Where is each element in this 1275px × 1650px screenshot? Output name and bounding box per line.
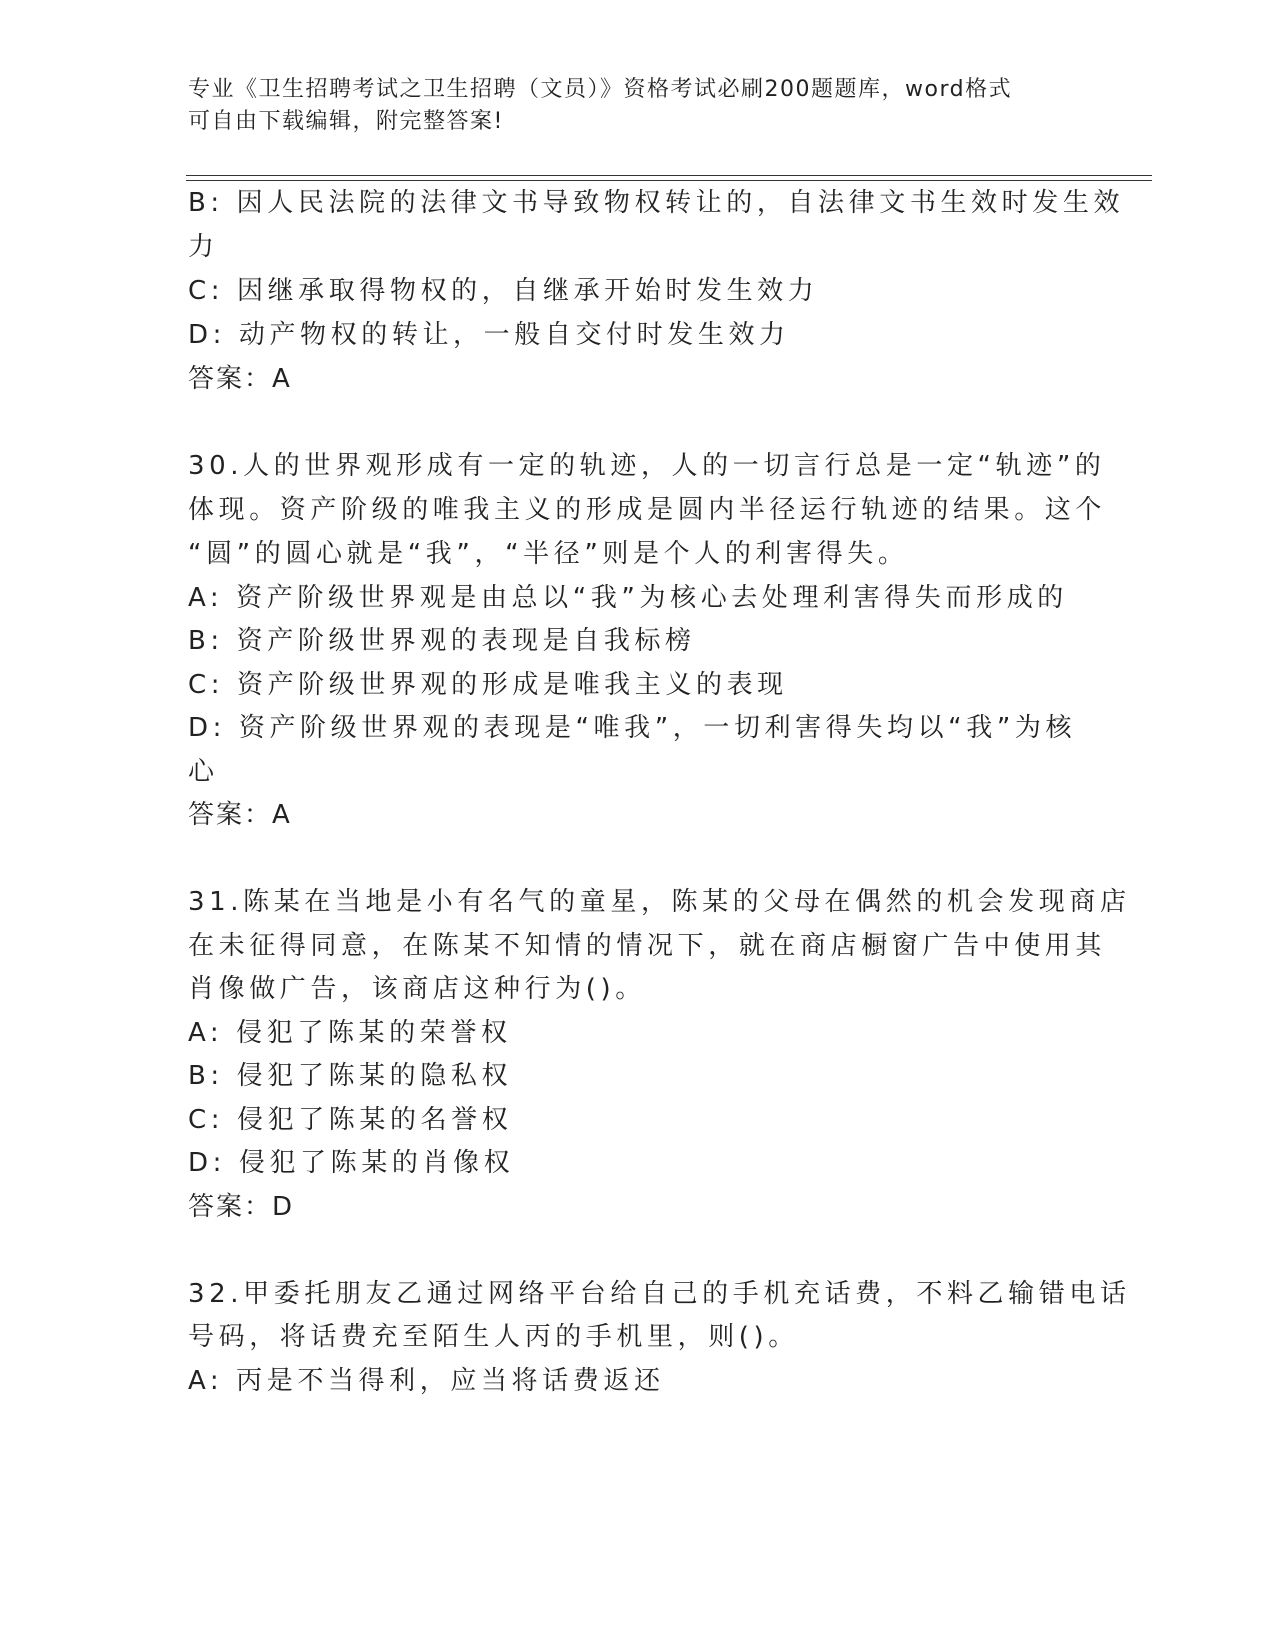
q30-stem-line-3: “圆”的圆心就是“我”，“半径”则是个人的利害得失。 bbox=[188, 539, 909, 569]
q31-option-d: D: 侵犯了陈某的肖像权 bbox=[188, 1148, 515, 1178]
header-title-line-1: 专业《卫生招聘考试之卫生招聘（文员）》资格考试必刷200题题库，word格式 bbox=[188, 77, 1013, 102]
q30-option-a: A: 资产阶级世界观是由总以“我”为核心去处理利害得失而形成的 bbox=[188, 583, 1068, 613]
q30-option-d-line-1: D: 资产阶级世界观的表现是“唯我”，一切利害得失均以“我”为核 bbox=[188, 713, 1077, 743]
q30-option-c: C: 资产阶级世界观的形成是唯我主义的表现 bbox=[188, 670, 788, 700]
q31-answer: 答案：D bbox=[188, 1192, 295, 1222]
q32-stem-line-1: 32.甲委托朋友乙通过网络平台给自己的手机充话费，不料乙输错电话 bbox=[188, 1279, 1131, 1309]
q30-stem-line-2: 体现。资产阶级的唯我主义的形成是圆内半径运行轨迹的结果。这个 bbox=[188, 495, 1107, 525]
q29-option-d: D: 动产物权的转让，一般自交付时发生效力 bbox=[188, 320, 790, 350]
q32-option-a: A: 丙是不当得利，应当将话费返还 bbox=[188, 1366, 665, 1396]
q32-stem-line-2: 号码，将话费充至陌生人丙的手机里，则()。 bbox=[188, 1322, 799, 1352]
q31-option-b: B: 侵犯了陈某的隐私权 bbox=[188, 1061, 513, 1091]
header-divider-top bbox=[186, 175, 1152, 176]
q29-option-b-line-1: B: 因人民法院的法律文书导致物权转让的，自法律文书生效时发生效 bbox=[188, 188, 1125, 218]
q31-stem-line-3: 肖像做广告，该商店这种行为()。 bbox=[188, 974, 646, 1004]
q29-option-c: C: 因继承取得物权的，自继承开始时发生效力 bbox=[188, 276, 819, 306]
q31-stem-line-1: 31.陈某在当地是小有名气的童星，陈某的父母在偶然的机会发现商店 bbox=[188, 887, 1131, 917]
q30-option-d-line-2: 心 bbox=[188, 757, 219, 787]
q31-option-c: C: 侵犯了陈某的名誉权 bbox=[188, 1105, 513, 1135]
document-header bbox=[188, 74, 1068, 138]
q30-stem-line-1: 30.人的世界观形成有一定的轨迹，人的一切言行总是一定“轨迹”的 bbox=[188, 451, 1106, 481]
q31-stem-line-2: 在未征得同意，在陈某不知情的情况下，就在商店橱窗广告中使用其 bbox=[188, 931, 1107, 961]
q30-answer: 答案：A bbox=[188, 800, 292, 830]
header-title-line-2: 可自由下载编辑，附完整答案! bbox=[188, 109, 504, 134]
q31-option-a: A: 侵犯了陈某的荣誉权 bbox=[188, 1018, 512, 1048]
q29-answer: 答案：A bbox=[188, 364, 292, 394]
q30-option-b: B: 资产阶级世界观的表现是自我标榜 bbox=[188, 626, 696, 656]
q29-option-b-line-2: 力 bbox=[188, 232, 219, 262]
